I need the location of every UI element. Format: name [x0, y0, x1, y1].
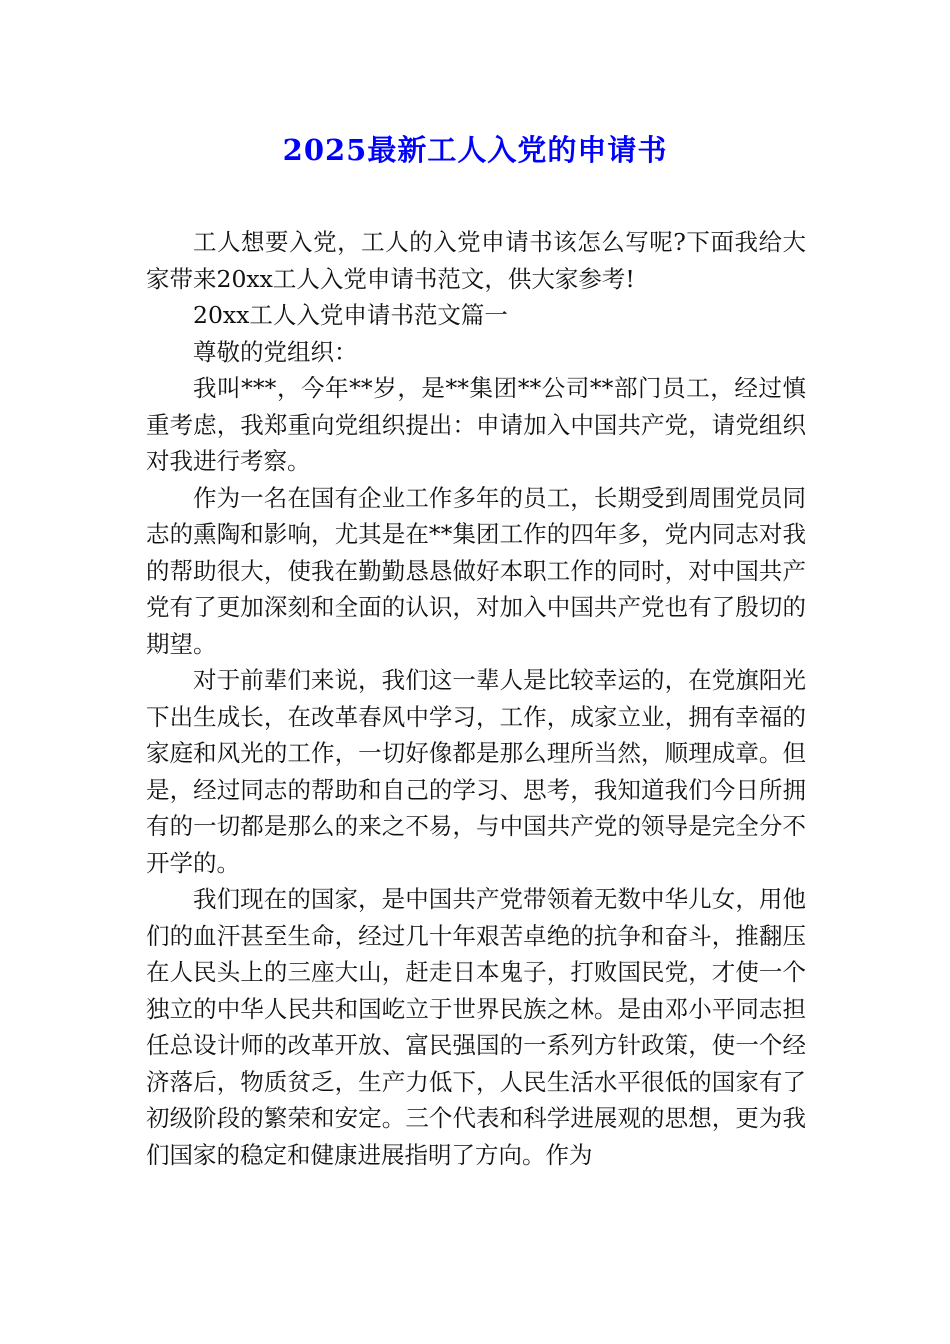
paragraph-salutation: 尊敬的党组织： [193, 337, 358, 366]
document-body [146, 224, 806, 1173]
paragraph-intro: 工人想要入党，工人的入党申请书该怎么写呢?下面我给大家带来20xx工人入党申请书范文，供大家参考! [146, 228, 806, 293]
paragraph-history: 我们现在的国家，是中国共产党带领着无数中华儿女，用他们的血汗甚至生命，经过几十年艰苦卓绝的抗争和奋斗，推翻压在人民头上的三座大山，赶走日本鬼子，打败国民党，才使一个独立的中华人民共和国屹立于世界民族之林。是由邓小平同志担任总设计师的改革开放、富民强国的一系列方针政策，使一个经济落后，物质贫乏，生产力低下，人民生活水平很低的国家有了初级阶段的繁荣和安定。三个代表和科学进展观的思想，更为我们国家的稳定和健康进展指明了方向。作为 [146, 885, 806, 1169]
paragraph-application: 我叫***，今年**岁，是**集团**公司**部门员工，经过慎重考虑，我郑重向党组织提出：申请加入中国共产党，请党组织对我进行考察。 [146, 374, 806, 475]
paragraph-heading: 20xx工人入党申请书范文篇一 [193, 301, 508, 329]
paragraph-generation: 对于前辈们来说，我们这一辈人是比较幸运的，在党旗阳光下出生成长，在改革春风中学习，工作，成家立业，拥有幸福的家庭和风光的工作，一切好像都是那么理所当然，顺理成章。但是，经过同志的帮助和自己的学习、思考，我知道我们今日所拥有的一切都是那么的来之不易，与中国共产党的领导是完全分不开学的。 [146, 666, 806, 877]
document-title: 2025最新工人入党的申请书 [282, 133, 668, 167]
paragraph-experience: 作为一名在国有企业工作多年的员工，长期受到周围党员同志的熏陶和影响，尤其是在**集团工作的四年多，党内同志对我的帮助很大，使我在勤勤恳恳做好本职工作的同时，对中国共产党有了更加深刻和全面的认识，对加入中国共产党也有了殷切的期望。 [146, 483, 806, 658]
